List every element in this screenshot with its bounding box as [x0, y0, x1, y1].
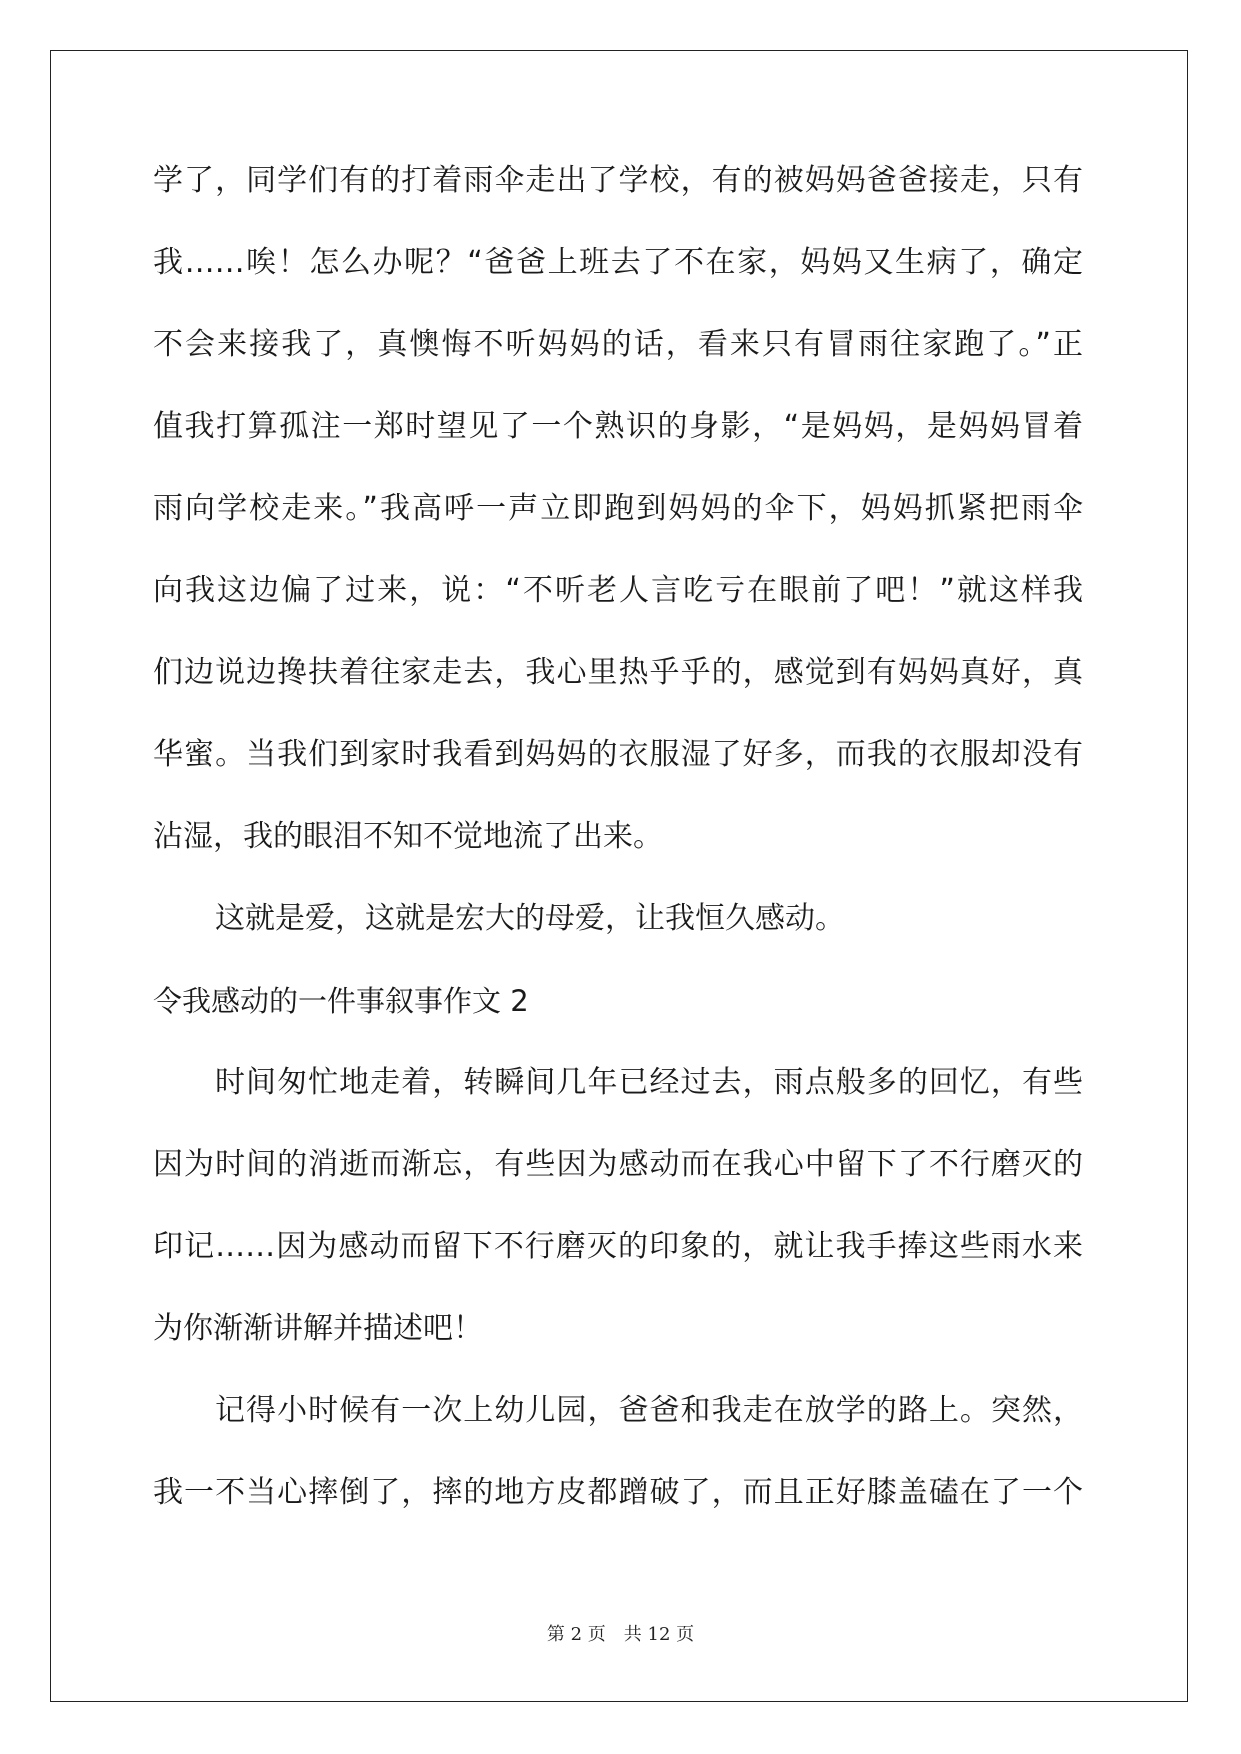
- text-line: 这就是爱，这就是宏大的母爱，让我恒久感动。: [215, 901, 845, 936]
- page-number-footer: 第 2 页 共 12 页: [546, 1624, 695, 1645]
- section-heading: 令我感动的一件事叙事作文 2: [153, 984, 529, 1018]
- text-line: 记得小时候有一次上幼儿园，爸爸和我走在放学的路上。突然，: [215, 1393, 1083, 1428]
- text-line: 时间匆忙地走着，转瞬间几年已经过去，雨点般多的回忆，有些: [215, 1065, 1083, 1100]
- text-line: 我……唉！怎么办呢？“爸爸上班去了不在家，妈妈又生病了，确定: [153, 245, 1083, 280]
- text-line: 雨向学校走来。”我高呼一声立即跑到妈妈的伞下，妈妈抓紧把雨伞: [153, 491, 1083, 526]
- text-line: 向我这边偏了过来，说：“不听老人言吃亏在眼前了吧！”就这样我: [153, 573, 1083, 608]
- text-line: 不会来接我了，真懊悔不听妈妈的话，看来只有冒雨往家跑了。”正: [153, 327, 1083, 362]
- text-line: 因为时间的消逝而渐忘，有些因为感动而在我心中留下了不行磨灭的: [153, 1147, 1083, 1182]
- text-line: 值我打算孤注一郑时望见了一个熟识的身影，“是妈妈，是妈妈冒着: [153, 409, 1083, 444]
- text-line: 为你渐渐讲解并描述吧！: [153, 1311, 483, 1346]
- text-line: 印记……因为感动而留下不行磨灭的印象的，就让我手捧这些雨水来: [153, 1229, 1083, 1264]
- text-line: 华蜜。当我们到家时我看到妈妈的衣服湿了好多，而我的衣服却没有: [153, 737, 1083, 772]
- document-body: [153, 160, 1083, 1554]
- text-line: 我一不当心摔倒了，摔的地方皮都蹭破了，而且正好膝盖磕在了一个: [153, 1475, 1083, 1510]
- text-line: 们边说边搀扶着往家走去，我心里热乎乎的，感觉到有妈妈真好，真: [153, 655, 1083, 690]
- text-line: 沾湿，我的眼泪不知不觉地流了出来。: [153, 819, 663, 854]
- text-line: 学了，同学们有的打着雨伞走出了学校，有的被妈妈爸爸接走，只有: [153, 163, 1083, 198]
